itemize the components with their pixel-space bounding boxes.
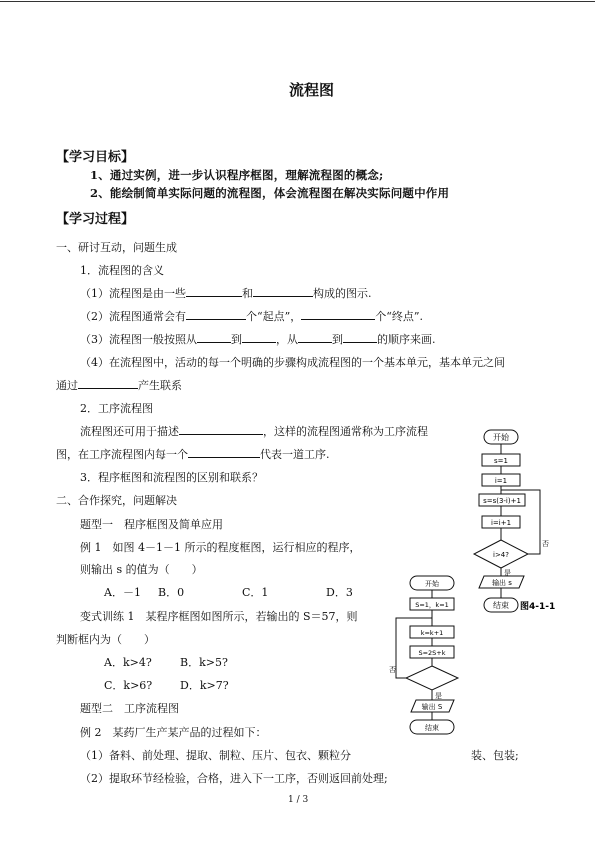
- flow1-i-increment-label: i=i+1: [490, 519, 512, 527]
- flow2-condition-diamond: [406, 666, 458, 690]
- flow1-s-update-label: s=s(3-i)+1: [483, 497, 521, 505]
- p2-text-d: 代表一道工序.: [260, 448, 330, 461]
- paragraph-process-line1: [80, 423, 428, 439]
- subheading-process-flowchart: 2．工序流程图: [80, 402, 153, 415]
- blank: [253, 285, 313, 297]
- ex1-option-a: A．－1: [104, 586, 141, 599]
- q2-text-a: （2）流程图通常会有: [80, 310, 186, 323]
- q2-text-b: 个“起点”，: [246, 310, 302, 323]
- flow1-end-label: 结束: [493, 601, 509, 610]
- blank: [186, 308, 246, 320]
- paragraph-process-line2: [56, 446, 330, 462]
- process-heading: 【学习过程】: [56, 212, 135, 227]
- ex1-option-b: B．0: [158, 586, 185, 599]
- subheading-difference: 3．程序框图和流程图的区别和联系？: [80, 471, 263, 484]
- blank: [301, 308, 375, 320]
- goal-item-2: 2、能绘制简单实际问题的流程图，体会流程图在解决实际问题中作用: [90, 186, 450, 200]
- flow1-caption: 图4-1-1: [520, 602, 556, 612]
- flow1-condition-label: i>4?: [493, 551, 509, 559]
- variant1-line1: 变式训练 1 某程序框图如图所示，若输出的 S＝57，则: [80, 610, 358, 623]
- q3-text-a: （3）流程图一般按照从: [80, 333, 197, 346]
- page-number: 1 / 3: [288, 795, 309, 805]
- question-1: [80, 285, 372, 301]
- example2-item1b: 装、包装;: [471, 749, 519, 762]
- q3-text-c: ，从: [276, 333, 298, 346]
- section1-heading: 一、研讨互动，问题生成: [56, 241, 177, 254]
- flow2-init-label: S=1，k=1: [415, 601, 449, 609]
- example2-item1a: （1）备料、前处理、提取、制粒、压片、包衣、颗粒分: [80, 749, 351, 762]
- blank: [197, 331, 231, 343]
- example1-line1: 例 1 如图 4－1－1 所示的程度框图，运行相应的程序，: [80, 541, 361, 554]
- flow2-s-update-label: S=2S+k: [418, 649, 446, 657]
- subheading-flowchart-meaning: 1．流程图的含义: [80, 264, 164, 277]
- variant1-line2: 判断框内为（ ）: [56, 633, 155, 646]
- goals-heading: 【学习目标】: [56, 150, 135, 165]
- flowchart-example1: [462, 428, 580, 620]
- q2-text-c: 个“终点”.: [375, 310, 423, 323]
- question-4-line1: （4）在流程图中，活动的每一个明确的步骤构成流程图的一个基本单元，基本单元之间: [80, 356, 505, 369]
- ex1-option-c: C．1: [242, 586, 269, 599]
- flow1-yes-label: 是: [504, 569, 511, 577]
- question-3: [80, 331, 436, 347]
- blank: [343, 331, 377, 343]
- flowchart-variant1: [388, 572, 478, 738]
- flow2-output-label: 输出 S: [421, 703, 443, 711]
- q3-text-d: 到: [332, 333, 343, 346]
- blank: [188, 446, 260, 458]
- flow1-no-label: 否: [542, 540, 549, 548]
- var1-option-c: C．k>6?: [104, 679, 153, 692]
- page-title: 流程图: [289, 81, 335, 99]
- q1-text-a: （1）流程图是由一些: [80, 287, 186, 300]
- flow1-s-init-label: s=1: [494, 457, 508, 465]
- example1-line2: 则输出 s 的值为（ ）: [80, 563, 203, 576]
- flow2-end-label: 结束: [425, 724, 439, 732]
- var1-option-b: B．k>5?: [180, 656, 228, 669]
- flow1-start-label: 开始: [493, 433, 509, 442]
- flow1-i-init-label: i=1: [494, 477, 508, 485]
- blank: [242, 331, 276, 343]
- q1-text-b: 和: [242, 287, 253, 300]
- blank: [78, 377, 138, 389]
- goal-item-1: 1、通过实例，进一步认识程序框图，理解流程图的概念;: [90, 168, 384, 182]
- q1-text-c: 构成的图示.: [313, 287, 372, 300]
- p2-text-c: 图，在工序流程图内每一个: [56, 448, 188, 461]
- q4-text-a: 通过: [56, 379, 78, 392]
- q3-text-e: 的顺序来画.: [377, 333, 436, 346]
- flow2-k-increment-label: k=k+1: [420, 629, 444, 637]
- type1-heading: 题型一 程序框图及简单应用: [80, 518, 223, 531]
- var1-option-d: D．k>7?: [180, 679, 229, 692]
- example2-intro: 例 2 某药厂生产某产品的过程如下：: [80, 726, 267, 739]
- question-4-line2: [56, 377, 182, 393]
- example2-item2: （2）提取环节经检验，合格，进入下一工序，否则返回前处理;: [80, 772, 388, 785]
- blank: [186, 285, 242, 297]
- blank: [298, 331, 332, 343]
- blank: [179, 423, 263, 435]
- flow2-no-label: 否: [389, 666, 396, 674]
- section2-heading: 二、合作探究，问题解决: [56, 494, 177, 507]
- flow2-start-label: 开始: [425, 580, 439, 588]
- p2-text-a: 流程图还可用于描述: [80, 425, 179, 438]
- flow1-output-label: 输出 s: [492, 579, 512, 587]
- var1-option-a: A．k>4?: [104, 656, 152, 669]
- p2-text-b: ，这样的流程图通常称为工序流程: [263, 425, 428, 438]
- top-rule: [0, 1, 595, 2]
- q4-text-b: 产生联系: [138, 379, 182, 392]
- ex1-option-d: D．3: [326, 586, 353, 599]
- type2-heading: 题型二 工序流程图: [80, 702, 179, 715]
- question-2: [80, 308, 423, 324]
- q3-text-b: 到: [231, 333, 242, 346]
- flow2-yes-label: 是: [435, 692, 442, 700]
